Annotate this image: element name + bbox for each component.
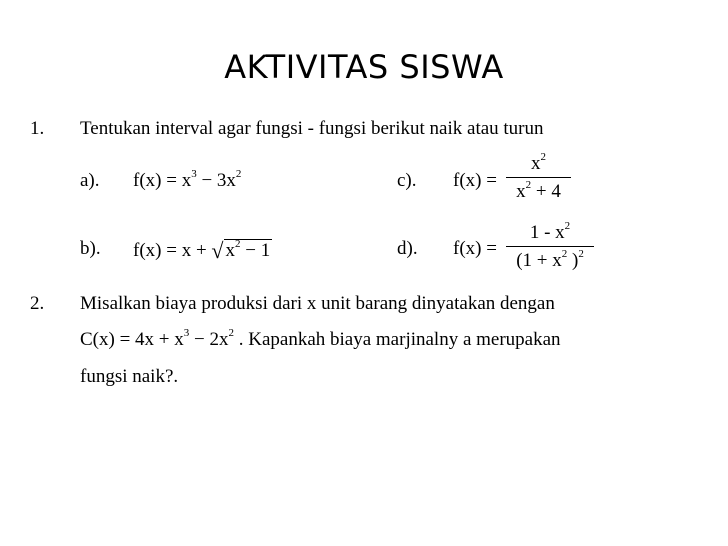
square-root: √ $x^2 - 1$ — [211, 238, 271, 263]
page-title: AKTIVITAS SISWA — [224, 48, 504, 86]
item-d-fraction — [506, 222, 594, 272]
item-d-numerator: $1 - x^2$ — [529, 220, 571, 243]
item-d-lhs: f(x) = — [453, 238, 497, 259]
item-c-denominator: $x^2 + 4$ — [506, 177, 571, 203]
item-d-denominator: ($1 + x^2$ )$^2$ — [506, 246, 594, 272]
item-d-label: d). — [397, 238, 418, 259]
question-2-number: 2. — [30, 293, 45, 314]
item-c-lhs: f(x) = — [453, 170, 497, 191]
question-2-line-3: fungsi naik?. — [80, 366, 179, 387]
item-c-numerator: $x^2$ — [531, 151, 546, 174]
item-c-fraction — [506, 153, 571, 203]
item-a-label: a). — [80, 170, 100, 191]
item-b-expression: f(x) = x + √ $x^2 - 1$ — [133, 238, 271, 263]
question-1-number: 1. — [30, 118, 45, 139]
item-c-label: c). — [397, 170, 417, 191]
question-1-text: Tentukan interval agar fungsi - fungsi berikut naik atau turun — [80, 118, 544, 139]
question-2-line-1: Misalkan biaya produksi dari x unit barang dinyatakan dengan — [80, 293, 555, 314]
item-b-label: b). — [80, 238, 101, 259]
question-2-line-2: $C(x) = 4x + x^3 - 2x^2$ . Kapankah biaya marjinalny a merupakan — [80, 327, 561, 350]
item-a-expression: $f(x) = x^3 - 3x^2$ — [133, 168, 242, 191]
